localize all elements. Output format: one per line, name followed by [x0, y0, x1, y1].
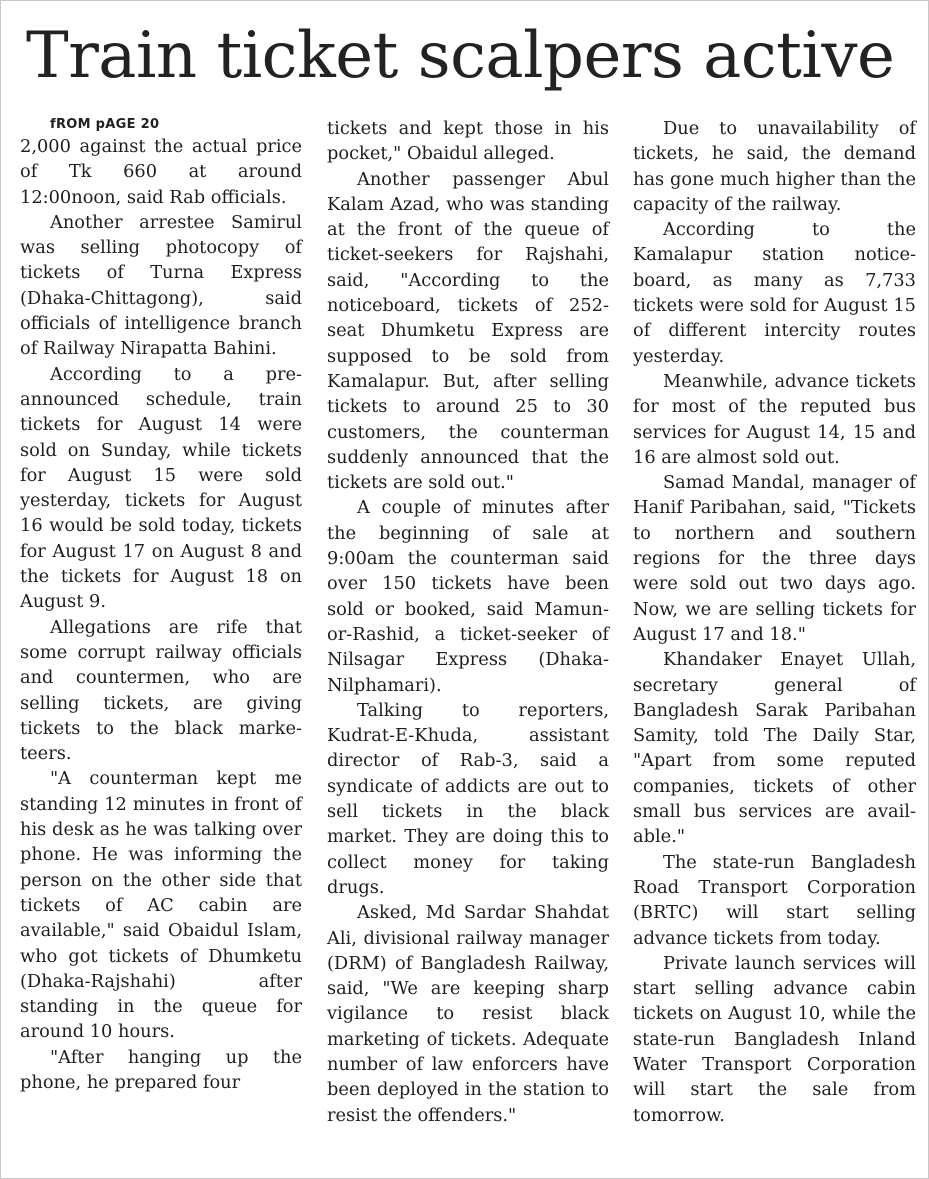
article-column-3 [633, 116, 916, 1128]
jump-label: fROM pAGE 20 [50, 117, 160, 132]
paragraph: The state-run Bangladesh Road Transport Corporation (BRTC) will start selling advance tickets from today. [633, 851, 916, 949]
paragraph: Talking to reporters, Kudrat-E-Khuda, assistant director of Rab-3, said a syndicate of addicts are out to sell tickets in the black market. They are doing this to collect money for taking drugs. [327, 699, 609, 898]
paragraph: Samad Mandal, manager of Hanif Paribahan, said, "Tickets to northern and southern regions for the three days were sold out two days ago. Now, we are selling tickets for August 17 and 18." [633, 472, 916, 645]
paragraph: Another arrestee Samirul was selling photocopy of tickets of Turna Express (Dhaka-Chittagong), said officials of intelligence branch of Railway Nirapatta Bahini. [20, 211, 302, 360]
paragraph: A couple of minutes after the beginning of sale at 9:00am the counterman said over 150 tickets have been sold or booked, said Mamun-or-Rashid, a ticket-seeker of Nilsagar Express (Dhaka-Nilphamari). [327, 497, 609, 696]
paragraph: According to a pre-announced schedule, train tickets for August 14 were sold on Sunday, while tickets for August 15 were sold yesterday, tickets for August 16 would be sold today, tickets for August 17 on August 8 and the tickets for August 18 on August 9. [20, 363, 302, 613]
paragraph: According to the Kamalapur station noticeboard, as many as 7,733 tickets were sold for August 15 of different intercity routes yesterday. [633, 219, 916, 367]
paragraph: Private launch services will start selling advance cabin tickets on August 10, while the state-run Bangladesh Inland Water Transport Corporation will start the sale from tomorrow. [633, 952, 916, 1126]
paragraph: Asked, Md Sardar Shahdat Ali, divisional railway manager (DRM) of Bangladesh Railway, said, "We are keeping sharp vigilance to resist black marketing of tickets. Adequate number of law enforcers have been deployed in the station to resist the offenders." [327, 902, 609, 1126]
paragraph: tickets and kept those in his pocket," Obaidul alleged. [327, 118, 609, 165]
paragraph: 2,000 against the actual price of Tk 660 at around 12:00noon, said Rab officials. [20, 136, 302, 208]
paragraph: Khandaker Enayet Ullah, secretary general of Bangladesh Sarak Paribahan Samity, told The Daily Star, "Apart from some reputed companies, tickets of other small bus services are available." [633, 649, 916, 848]
paragraph: "A counterman kept me standing 12 minutes in front of his desk as he was talking over phone. He was informing the person on the other side that tickets of AC cabin are available," said Obaidul Islam, who got tickets of Dhumketu (Dhaka-Rajshahi) after standing in the queue for around 10 hours. [20, 768, 302, 1043]
paragraph: Due to unavailability of tickets, he said, the demand has gone much higher than the capacity of the railway. [633, 118, 916, 215]
paragraph: Another passenger Abul Kalam Azad, who was standing at the front of the queue of ticket-seekers for Rajshahi, said, "According to the noticeboard, tickets of 252-seat Dhumketu Express are supposed to be sold from Kamalapur. But, after selling tickets to around 25 to 30 customers, the counterman suddenly announced that the tickets are sold out." [327, 168, 609, 494]
headline: Train ticket scalpers active [26, 19, 895, 93]
article-column-2 [327, 116, 609, 1128]
paragraph: "After hanging up the phone, he prepared four [20, 1046, 302, 1093]
paragraph: Meanwhile, advance tickets for most of the reputed bus services for August 14, 15 and 16 are almost sold out. [633, 370, 916, 468]
article-column-1 [20, 116, 302, 1095]
paragraph: Allegations are rife that some corrupt railway officials and countermen, who are selling tickets, are giving tickets to the black marketeers. [20, 616, 302, 765]
